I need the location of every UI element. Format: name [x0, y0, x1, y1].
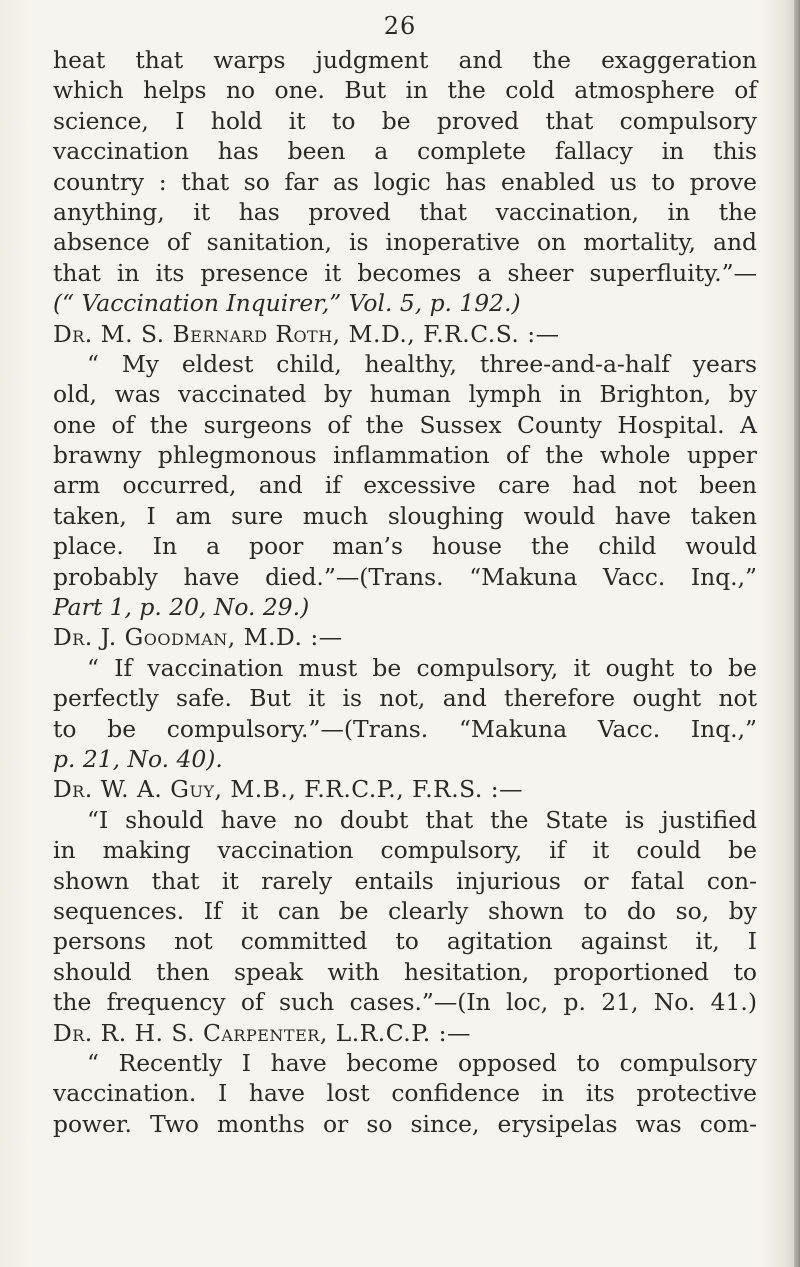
text-line-11: “ My eldest child, healthy, three-and-a-half years — [87, 349, 757, 378]
text-line-3: science, I hold it to be proved that compulsory — [53, 106, 757, 135]
text-line-34: “ Recently I have become opposed to compulsory — [87, 1048, 757, 1077]
text-line-30: persons not committed to agitation against it, I — [53, 927, 757, 956]
text-line-17: place. In a poor man’s house the child would — [53, 532, 757, 561]
text-line-31: should then speak with hesitation, proportioned to — [53, 957, 757, 986]
author-heading-carpenter: Dr. R. H. S. Carpenter, L.R.C.P. :— — [53, 1018, 471, 1047]
text-line-1: heat that warps judgment and the exaggeration — [53, 46, 757, 74]
text-line-27: in making vaccination compulsory, if it could be — [53, 836, 757, 865]
text-line-15: arm occurred, and if excessive care had not been — [53, 471, 757, 500]
text-line-29: sequences. If it can be clearly shown to do so, by — [53, 896, 757, 925]
text-line-32: the frequency of such cases.”—(In loc, p. 21, No. 41.) — [53, 988, 757, 1017]
page-number: 26 — [383, 12, 417, 40]
text-line-13: one of the surgeons of the Sussex County Hospital. A — [53, 410, 757, 439]
citation-makuna-40: p. 21, No. 40). — [53, 744, 223, 773]
text-line-35: vaccination. I have lost confidence in its protective — [53, 1079, 757, 1108]
text-line-2: which helps no one. But in the cold atmosphere of — [53, 76, 757, 105]
citation-vaccination-inquirer: (“ Vaccination Inquirer,” Vol. 5, p. 192.) — [53, 289, 521, 318]
text-line-36: power. Two months or so since, erysipelas was com- — [53, 1109, 757, 1138]
text-line-12: old, was vaccinated by human lymph in Brighton, by — [53, 380, 757, 409]
text-line-6: anything, it has proved that vaccination, in the — [53, 197, 757, 226]
text-line-14: brawny phlegmonous inflammation of the whole upper — [53, 441, 757, 470]
text-line-26: “I should have no doubt that the State is justified — [87, 805, 757, 834]
text-line-18: probably have died.”—(Trans. “Makuna Vacc. Inq.,” — [53, 562, 757, 591]
text-line-22: perfectly safe. But it is not, and therefore ought not — [53, 684, 757, 713]
text-line-7: absence of sanitation, is inoperative on mortality, and — [53, 228, 757, 257]
text-line-5: country : that so far as logic has enabled us to prove — [53, 167, 757, 196]
text-line-8: that in its presence it becomes a sheer superfluity.”— — [53, 258, 757, 287]
page-edge-shadow — [794, 0, 800, 1267]
page-body — [53, 45, 757, 1139]
citation-makuna-29: Part 1, p. 20, No. 29.) — [53, 593, 310, 622]
text-line-4: vaccination has been a complete fallacy in this — [53, 137, 757, 166]
text-line-23: to be compulsory.”—(Trans. “Makuna Vacc. Inq.,” — [53, 714, 757, 743]
author-heading-roth: Dr. M. S. Bernard Roth, M.D., F.R.C.S. :— — [53, 319, 560, 348]
text-line-28: shown that it rarely entails injurious or fatal con- — [53, 866, 757, 895]
author-heading-goodman: Dr. J. Goodman, M.D. :— — [53, 623, 343, 652]
text-line-16: taken, I am sure much sloughing would have taken — [53, 501, 757, 530]
text-line-21: “ If vaccination must be compulsory, it ought to be — [87, 653, 757, 682]
author-heading-guy: Dr. W. A. Guy, M.B., F.R.C.P., F.R.S. :— — [53, 775, 524, 804]
